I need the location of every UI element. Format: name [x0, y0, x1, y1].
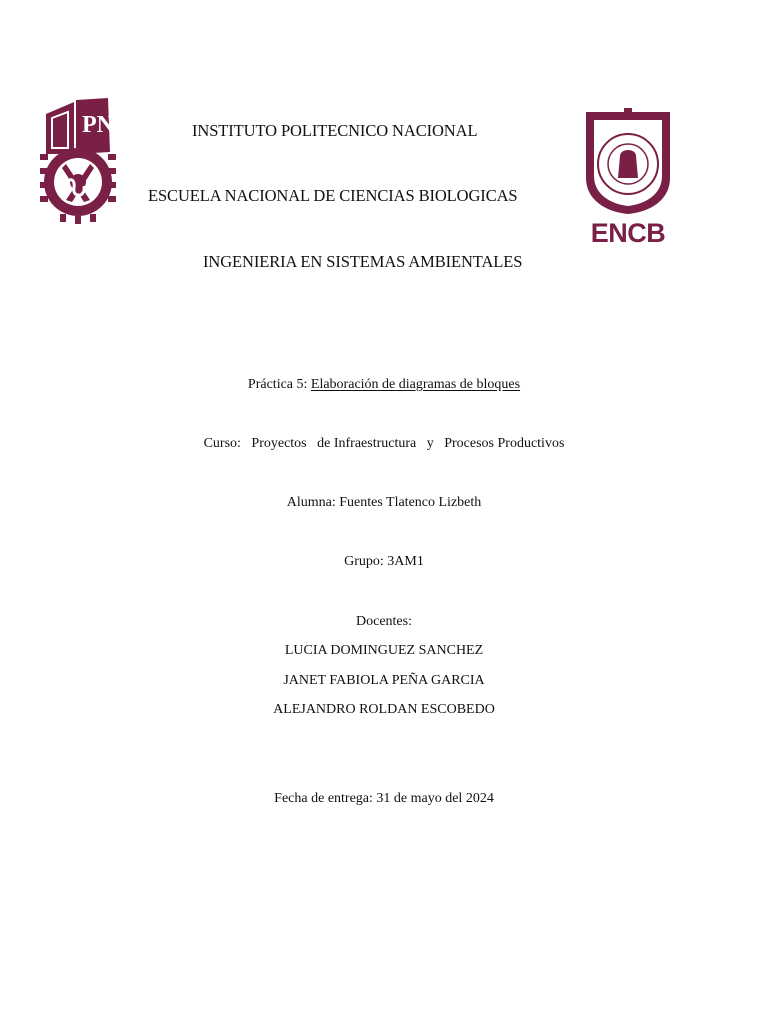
encb-seal-icon	[580, 108, 676, 216]
course-line: Curso: Proyectos de Infraestructura y Procesos Productivos	[203, 436, 565, 451]
practice-label: Práctica 5:	[247, 377, 311, 392]
institution-title: INSTITUTO POLITECNICO NACIONAL	[192, 121, 478, 140]
encb-wordmark: ENCB	[590, 218, 666, 248]
school-title: ESCUELA NACIONAL DE CIENCIAS BIOLOGICAS	[148, 186, 518, 205]
due-date: Fecha de entrega: 31 de mayo del 2024	[274, 791, 494, 806]
teacher-name: JANET FABIOLA PEÑA GARCIA	[283, 673, 485, 688]
ipn-logo	[38, 94, 118, 224]
group-line: Grupo: 3AM1	[344, 554, 424, 569]
encb-logo	[580, 108, 676, 248]
ipn-logo-icon	[38, 94, 118, 224]
student-line: Alumna: Fuentes Tlatenco Lizbeth	[286, 495, 482, 510]
practice-line	[0, 377, 768, 393]
program-title: INGENIERIA EN SISTEMAS AMBIENTALES	[203, 252, 523, 271]
teachers-heading: Docentes:	[356, 614, 412, 629]
svg-text:PN: PN	[82, 112, 114, 138]
teacher-name: ALEJANDRO ROLDAN ESCOBEDO	[273, 702, 495, 717]
practice-title: Elaboración de diagramas de bloques	[310, 377, 521, 392]
teacher-name: LUCIA DOMINGUEZ SANCHEZ	[284, 643, 484, 658]
